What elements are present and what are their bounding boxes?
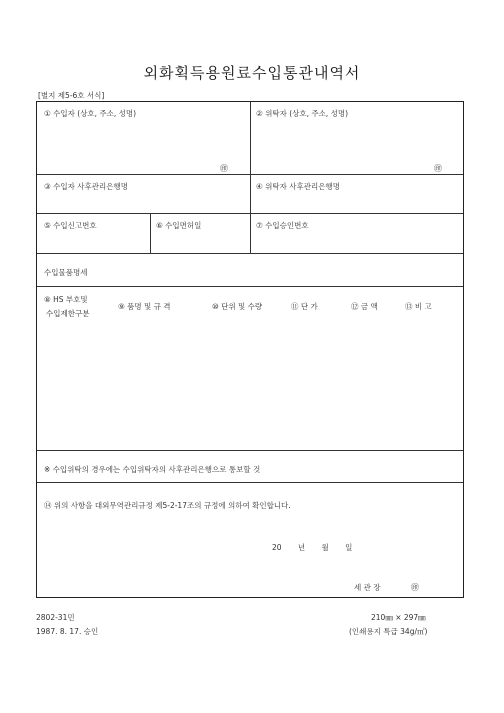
import-license-date-label: ⑥ 수입면허일: [156, 221, 202, 230]
import-approval-number-label: ⑦ 수입승인번호: [256, 221, 309, 230]
consignor-bank-label: ④ 위탁자 사후관리은행명: [256, 182, 340, 191]
hs-code-label-line1: ⑧ HS 부호및: [44, 295, 88, 304]
date-line: 20 년 월 일: [272, 543, 353, 552]
approval-date: 1987. 8. 17. 승인: [36, 627, 99, 636]
item-spec-label: ⑨ 품명 및 규 격: [118, 302, 171, 311]
hs-code-label-line2: 수입제한구분: [46, 309, 90, 318]
unit-quantity-label: ⑩ 단위 및 수량: [212, 302, 263, 311]
signer-title: 세 관 장: [354, 583, 381, 592]
row-divider: [37, 450, 463, 451]
column-divider: [250, 102, 251, 253]
paper-spec: (인쇄용지 특급 34g/㎡): [349, 627, 428, 636]
form-reference: [별지 제5-6호 서식]: [38, 91, 105, 100]
seal-icon: ㊞: [411, 583, 419, 592]
unit-price-label: ⑪ 단 가: [291, 302, 318, 311]
notice-text: ※ 수입위탁의 경우에는 수입위탁자의 사후관리은행으로 통보할 것: [44, 465, 261, 474]
row-divider: [37, 286, 463, 287]
item-details-label: 수입물품명세: [44, 268, 88, 277]
confirmation-text: ⑭ 위의 사항을 대외무역관리규정 제5-2-17조의 규정에 의하여 확인합니다.: [44, 501, 291, 510]
row-divider: [37, 482, 463, 483]
row-divider: [37, 253, 463, 254]
import-declaration-number-label: ⑤ 수입신고번호: [44, 221, 97, 230]
form-code: 2802-31민: [36, 613, 75, 622]
customs-clearance-form: [36, 101, 464, 598]
seal-icon: ㊞: [434, 164, 442, 173]
remarks-label: ⑬ 비 고: [405, 302, 432, 311]
amount-label: ⑫ 금 액: [351, 302, 378, 311]
page-title: 외화획득용원료수입통관내역서: [143, 64, 361, 82]
column-divider: [150, 213, 151, 253]
seal-icon: ㊞: [220, 164, 228, 173]
importer-bank-label: ③ 수입자 사후관리은행명: [44, 182, 128, 191]
importer-label: ① 수입자 (상호, 주소, 성명): [44, 109, 137, 118]
consignor-label: ② 위탁자 (상호, 주소, 성명): [256, 109, 349, 118]
paper-size: 210㎜ × 297㎜: [371, 613, 426, 622]
